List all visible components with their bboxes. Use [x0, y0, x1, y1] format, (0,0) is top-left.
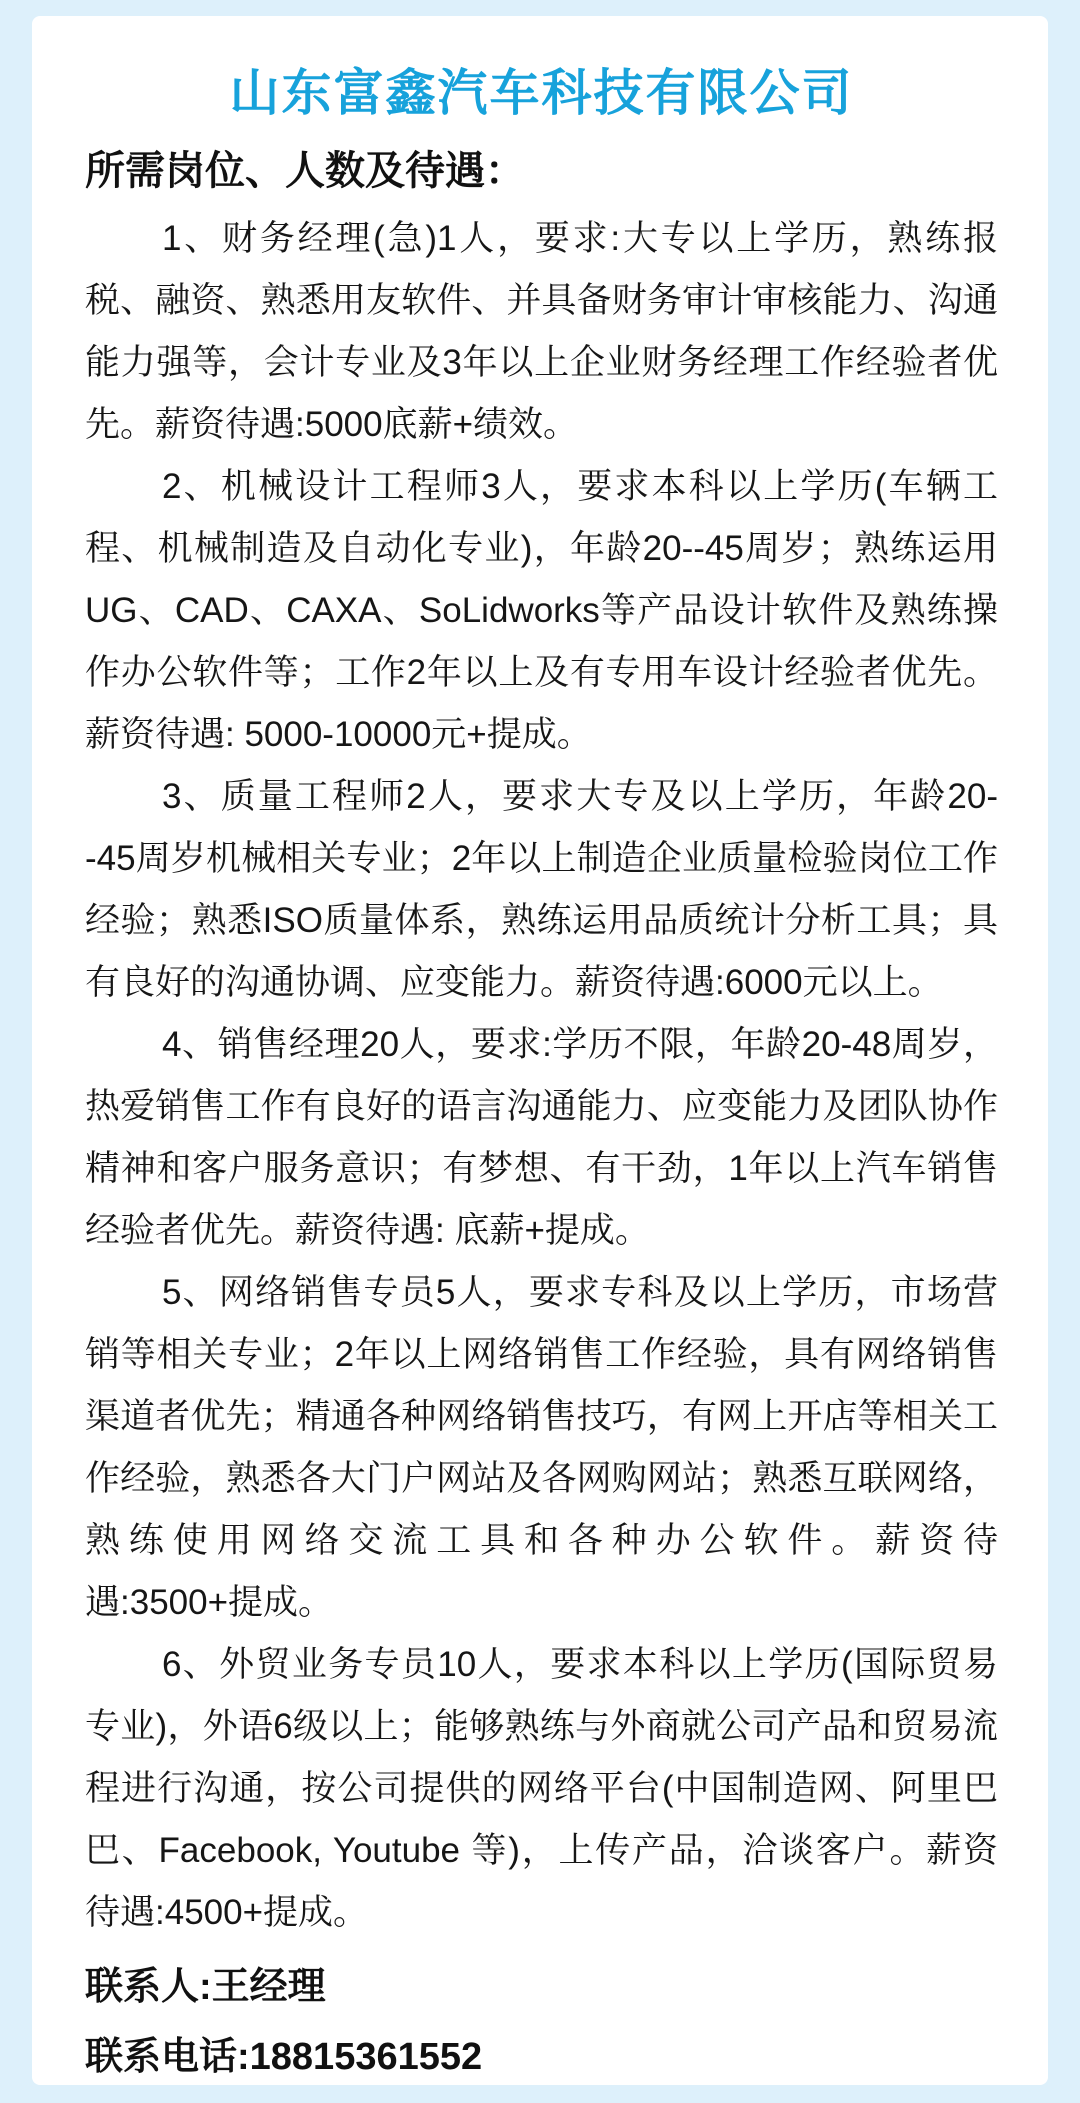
contact-person-name: 王经理: [211, 1966, 326, 2008]
job-item-online-sales-specialist: 5、网络销售专员5人，要求专科及以上学历，市场营销等相关专业；2年以上网络销售工作经验，具有网络销售渠道者优先；精通各种网络销售技巧，有网上开店等相关工作经验，熟悉各大门户网站及各网购网站；熟悉互联网络，熟练使用网络交流工具和各种办公软件。薪资待遇:3500+提成。: [85, 1273, 998, 1622]
job-item-quality-engineer: 3、质量工程师2人，要求大专及以上学历，年龄20--45周岁机械相关专业；2年以上制造企业质量检验岗位工作经验；熟悉ISO质量体系，熟练运用品质统计分析工具；具有良好的沟通协调、应变能力。薪资待遇:6000元以上。: [85, 777, 998, 1002]
job-item-foreign-trade-specialist: 6、外贸业务专员10人，要求本科以上学历(国际贸易专业)，外语6级以上；能够熟练与外商就公司产品和贸易流程进行沟通，按公司提供的网络平台(中国制造网、阿里巴巴、Facebook, Youtube 等)，上传产品，洽谈客户。薪资待遇:4500+提成。: [85, 1645, 998, 1932]
job-item-sales-manager: 4、销售经理20人，要求:学历不限，年龄20-48周岁，热爱销售工作有良好的语言沟通能力、应变能力及团队协作精神和客户服务意识；有梦想、有干劲，1年以上汽车销售经验者优先。薪资待遇: 底薪+提成。: [85, 1025, 998, 1250]
contact-person-label: 联系人:: [85, 1966, 212, 2008]
job-item-finance-manager: 1、财务经理(急)1人，要求:大专以上学历，熟练报税、融资、熟悉用友软件、并具备财务审计审核能力、沟通能力强等，会计专业及3年以上企业财务经理工作经验者优先。薪资待遇:5000底薪+绩效。: [85, 219, 998, 444]
contact-phone-number: 18815361552: [249, 2036, 483, 2078]
company-title: 山东富鑫汽车科技有限公司: [229, 65, 854, 121]
job-posting-card: [32, 16, 1048, 2085]
contact-phone-label: 联系电话:: [85, 2036, 250, 2078]
job-item-mechanical-design-engineer: 2、机械设计工程师3人，要求本科以上学历(车辆工程、机械制造及自动化专业)，年龄20--45周岁；熟练运用UG、CAD、CAXA、SoLidworks等产品设计软件及熟练操作办公软件等；工作2年以上及有专用车设计经验者优先。薪资待遇: 5000-10000元+提成。: [85, 467, 998, 754]
section-heading: 所需岗位、人数及待遇：: [85, 149, 525, 193]
contact-person-line: [85, 1952, 998, 2022]
contact-phone-line: [85, 2022, 998, 2092]
